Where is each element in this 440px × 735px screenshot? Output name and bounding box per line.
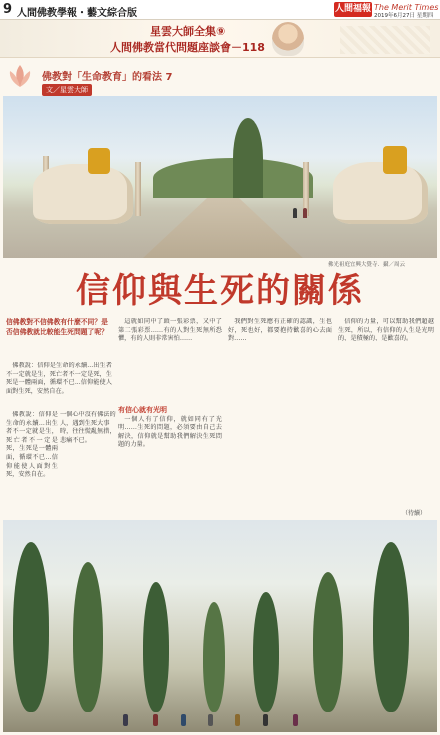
series-title: 佛教對「生命教育」的看法 7	[42, 72, 173, 83]
pilgrim-figure	[293, 714, 298, 726]
pilgrim-figure	[208, 714, 213, 726]
master-portrait-image	[272, 22, 304, 56]
to-be-continued: （待續）	[402, 510, 427, 517]
elephant-statue-left	[33, 164, 133, 224]
banner-title: 星雲大師全集⑨	[150, 25, 226, 38]
pilgrim-figure	[235, 714, 240, 726]
stone-path	[143, 198, 303, 258]
text-column-3	[228, 318, 332, 514]
page-number: 9	[3, 2, 13, 17]
tree	[73, 562, 103, 712]
pull-quote: 一個心中沒有佛法的人，遇到生死大事時，往往慌亂無措，悲痛不已。	[60, 411, 116, 444]
column-banner	[0, 20, 440, 58]
banner-decoration	[340, 26, 430, 54]
elephant-saddle-left	[88, 148, 110, 174]
text-column-2	[118, 318, 222, 404]
visitor-figure	[303, 208, 307, 218]
tree	[203, 602, 225, 712]
text-column-4	[338, 318, 434, 504]
tree	[13, 542, 49, 712]
article-intro: 信佛教對不信佛教有什麼不同？是否信佛教就比較能生死問題了呢？	[6, 318, 108, 336]
paragraph: 一個人有了信仰，就如同有了光明……生死的問題，必須要由自己去解決，信仰就是幫助我們解決生死問題的力量。	[118, 415, 222, 449]
lotus-icon	[7, 61, 33, 91]
tall-tree	[233, 118, 263, 198]
temple-photo	[3, 96, 437, 258]
paragraph: 佛教說：信仰是生命的永續...出生者不一定就是生，死亡者不一定是死，生死是一體兩面，循環不已...信仰能使人面對生死，安然自在。	[6, 362, 112, 395]
pilgrim-figure	[153, 714, 158, 726]
tree	[373, 542, 409, 712]
text-column-1a	[6, 362, 112, 410]
article-title: 信仰與生死的關係	[76, 271, 364, 311]
paragraph: 我們對生死應有正確的認識，生也好，死也好，都要抱持歡喜的心去面對……	[228, 318, 332, 343]
paragraph: 佛教說：信仰是生命的永續...出生者不一定就是生，死亡者不一定是死，生死是一體兩面，循環不已...信仰能使人面對生死，安然自在。	[6, 411, 58, 479]
photo-caption: 佛光祖庭宜興大覺寺．攝／周云	[328, 262, 406, 268]
section-title: 人間佛教學報・藝文綜合版	[17, 8, 137, 19]
pilgrim-figure	[123, 714, 128, 726]
pillar-center-left	[135, 162, 141, 216]
newspaper-logo: 人間福報	[334, 2, 372, 17]
pilgrim-figure	[181, 714, 186, 726]
page-header	[0, 0, 440, 20]
elephant-statue-right	[333, 162, 428, 224]
subheading: 有信心就有光明	[118, 406, 167, 414]
paragraph: 這就如同中了頭一張彩票，又中了第二張彩票……有的人對生死無所恐懼，有的人則非常害怕……	[118, 318, 222, 343]
visitor-figure	[293, 208, 297, 218]
tree	[313, 572, 343, 712]
text-column-2b	[118, 404, 222, 514]
text-column-1b	[6, 411, 58, 511]
author-badge: 文／星雲大師	[42, 84, 92, 96]
pilgrims-photo	[3, 520, 437, 732]
paragraph: 信仰的力量，可以幫助我們超越生死，所以，有信仰的人生是光明的、是積極的、是歡喜的。	[338, 318, 434, 343]
banner-subtitle: 人間佛教當代問題座談會－118	[110, 41, 265, 54]
tree	[143, 582, 169, 712]
tree	[253, 592, 279, 712]
pilgrim-figure	[263, 714, 268, 726]
merit-times-label: The Merit Times	[374, 3, 439, 12]
elephant-saddle-right	[383, 146, 407, 174]
issue-date: 2019年6月27日 星期四	[374, 13, 434, 19]
